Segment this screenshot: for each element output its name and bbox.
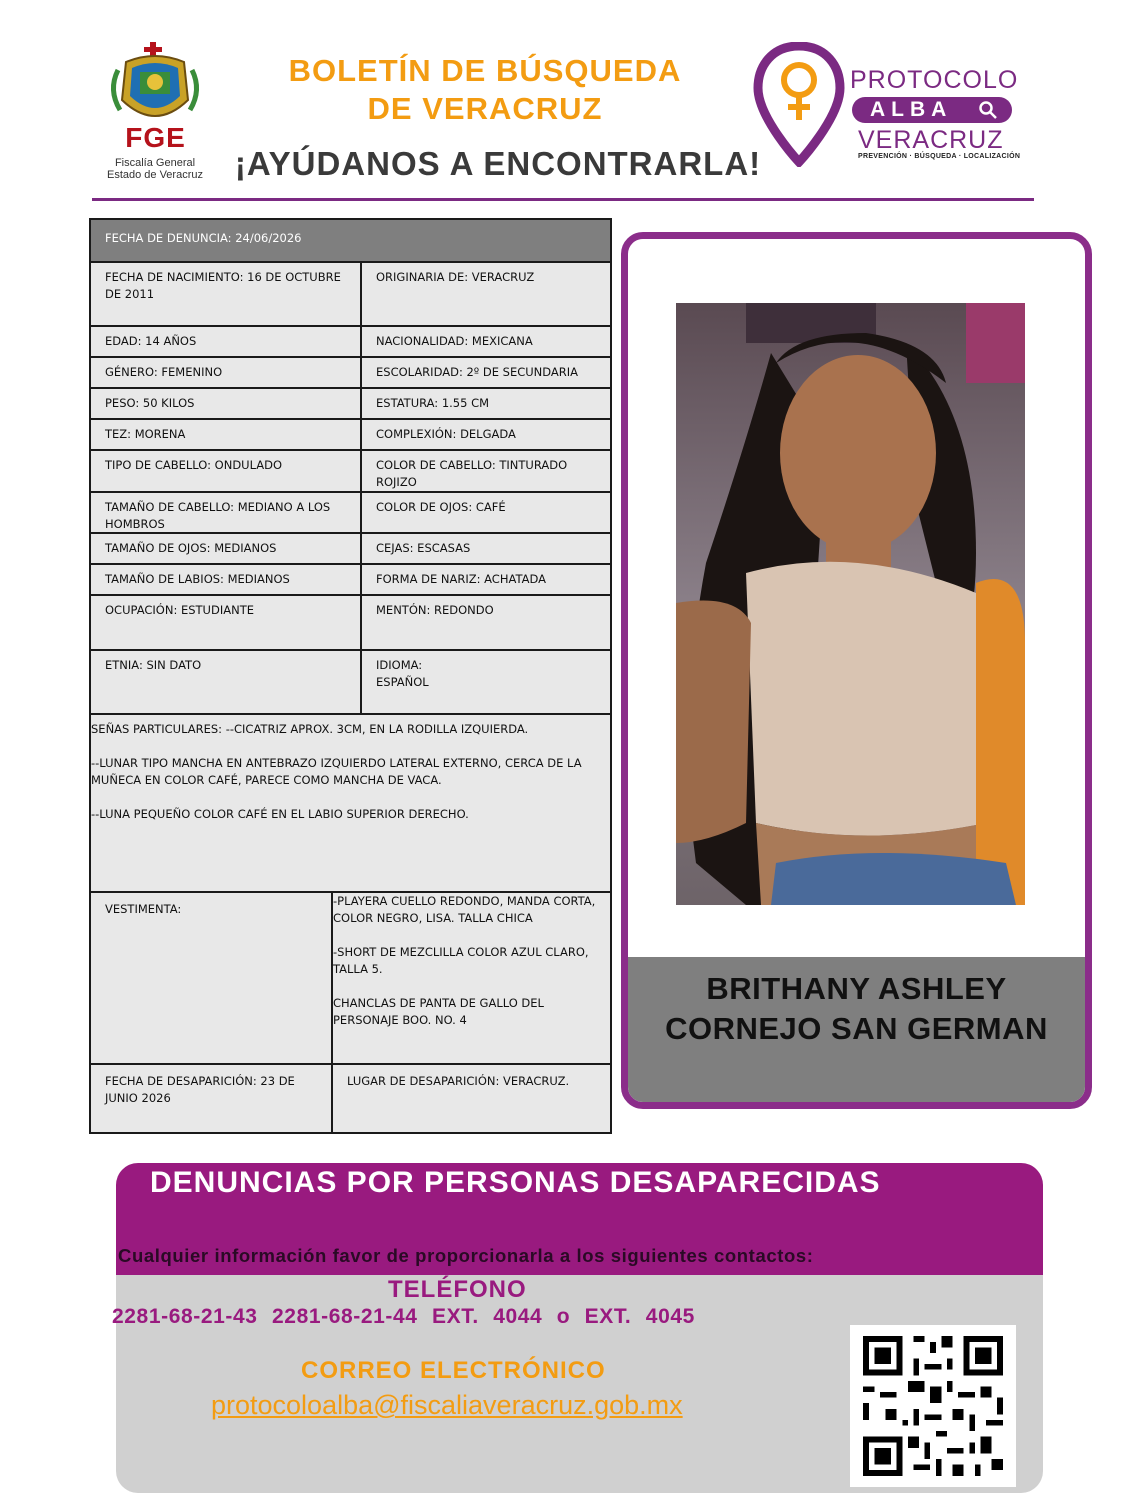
language	[362, 651, 610, 713]
alba-tagline: PREVENCIÓN · BÚSQUEDA · LOCALIZACIÓN	[858, 153, 1021, 160]
table-row	[91, 534, 610, 565]
table-row	[91, 651, 610, 715]
language-label: IDIOMA:	[376, 658, 423, 672]
table-row	[91, 565, 610, 596]
hair-length: TAMAÑO DE CABELLO: MEDIANO A LOS HOMBROS	[91, 493, 362, 532]
table-row	[91, 1065, 610, 1132]
eyebrows: CEJAS: ESCASAS	[376, 541, 471, 555]
email-link[interactable]: protocoloalba@fiscaliaveracruz.gob.mx	[211, 1390, 683, 1420]
header-divider	[92, 198, 1034, 201]
table-row	[91, 220, 610, 263]
name-line1: BRITHANY ASHLEY	[706, 971, 1007, 1006]
missing-person-data-table	[89, 218, 612, 1134]
weight: PESO: 50 KILOS	[91, 389, 362, 418]
nose-shape: FORMA DE NARIZ: ACHATADA	[376, 572, 546, 586]
fge-sub-line2: Estado de Veracruz	[106, 169, 203, 181]
photo-card	[621, 232, 1092, 1109]
clothing-label: VESTIMENTA:	[91, 893, 333, 1063]
fge-logo	[98, 40, 213, 185]
contact-title: DENUNCIAS POR PERSONAS DESAPARECIDAS	[150, 1166, 881, 1199]
table-row	[91, 358, 610, 389]
table-row	[91, 389, 610, 420]
qr-code-icon[interactable]	[850, 1325, 1016, 1487]
title-line2: DE VERACRUZ	[367, 91, 603, 126]
origin: ORIGINARIA DE: VERACRUZ	[376, 270, 535, 284]
email-label: CORREO ELECTRÓNICO	[301, 1357, 606, 1384]
lip-size: TAMAÑO DE LABIOS: MEDIANOS	[91, 565, 362, 594]
alba-line2: ALBA	[870, 98, 953, 121]
phone-numbers[interactable]: 2281-68-21-43 2281-68-21-44 EXT. 4044 o EXT. 4045	[112, 1305, 695, 1328]
language-value: ESPAÑOL	[376, 675, 429, 689]
ethnicity: ETNIA: SIN DATO	[91, 651, 362, 713]
chin: MENTÓN: REDONDO	[376, 603, 494, 617]
clothing-item-3: CHANCLAS DE PANTA DE GALLO DEL PERSONAJE BOO. NO. 4	[333, 996, 544, 1027]
table-row	[91, 493, 610, 534]
disappearance-date: FECHA DE DESAPARICIÓN: 23 DE JUNIO 2026	[91, 1065, 333, 1132]
mark-1: SEÑAS PARTICULARES: --CICATRIZ APROX. 3CM, EN LA RODILLA IZQUIERDA.	[91, 722, 529, 736]
mark-3: --LUNA PEQUEÑO COLOR CAFÉ EN EL LABIO SUPERIOR DERECHO.	[91, 807, 469, 821]
hair-type: TIPO DE CABELLO: ONDULADO	[91, 451, 362, 491]
table-row	[91, 263, 610, 327]
clothing-item-1: -PLAYERA CUELLO REDONDO, MANDA CORTA, COLOR NEGRO, LISA. TALLA CHICA	[333, 894, 596, 925]
bulletin-title	[240, 52, 730, 128]
nationality: NACIONALIDAD: MEXICANA	[376, 334, 533, 348]
table-row	[91, 596, 610, 651]
phone-label: TELÉFONO	[388, 1276, 527, 1303]
name-line2: CORNEJO SAN GERMAN	[665, 1011, 1048, 1046]
alba-pill	[852, 97, 1012, 123]
table-row	[91, 420, 610, 451]
table-row	[91, 715, 610, 893]
height: ESTATURA: 1.55 CM	[376, 396, 490, 410]
missing-person-photo	[676, 303, 1025, 905]
disappearance-place: LUGAR DE DESAPARICIÓN: VERACRUZ.	[347, 1074, 570, 1088]
table-row	[91, 451, 610, 493]
occupation: OCUPACIÓN: ESTUDIANTE	[91, 596, 362, 649]
female-symbol-pin-icon	[752, 42, 847, 167]
contact-info-line: Cualquier información favor de proporcionarla a los siguientes contactos:	[118, 1245, 814, 1266]
distinguishing-marks	[91, 715, 610, 891]
birth-date: FECHA DE NACIMIENTO: 16 DE OCTUBRE DE 2011	[91, 263, 362, 325]
gender: GÉNERO: FEMENINO	[91, 358, 362, 387]
clothing-description	[333, 893, 610, 1063]
schooling: ESCOLARIDAD: 2º DE SECUNDARIA	[376, 365, 579, 379]
build: COMPLEXIÓN: DELGADA	[376, 427, 516, 441]
mark-2: --LUNAR TIPO MANCHA EN ANTEBRAZO IZQUIERDO LATERAL EXTERNO, CERCA DE LA MUÑECA EN COLOR CAFÉ, PARECE COMO MANCHA DE VACA.	[91, 756, 582, 787]
skin-tone: TEZ: MORENA	[91, 420, 362, 449]
eye-size: TAMAÑO DE OJOS: MEDIANOS	[91, 534, 362, 563]
alba-line1: PROTOCOLO	[850, 66, 1019, 94]
help-us-heading: ¡AYÚDANOS A ENCONTRARLA!	[234, 145, 762, 182]
fge-logo-text: FGE	[125, 122, 186, 153]
hair-color: COLOR DE CABELLO: TINTURADO ROJIZO	[376, 458, 568, 489]
age: EDAD: 14 AÑOS	[91, 327, 362, 356]
table-row	[91, 327, 610, 358]
protocolo-alba-logo	[752, 42, 1032, 172]
clothing-item-2: -SHORT DE MEZCLILLA COLOR AZUL CLARO, TALLA 5.	[333, 945, 589, 976]
eye-color: COLOR DE OJOS: CAFÉ	[376, 500, 506, 514]
fge-sub-line1: Fiscalía General	[114, 157, 196, 169]
report-date: FECHA DE DENUNCIA: 24/06/2026	[105, 231, 302, 245]
magnifier-icon	[978, 100, 998, 120]
missing-person-name	[628, 969, 1085, 1049]
title-line1: BOLETÍN DE BÚSQUEDA	[288, 53, 682, 88]
state-seal-icon	[98, 40, 213, 125]
table-row	[91, 893, 610, 1065]
alba-line3: VERACRUZ	[858, 126, 1004, 154]
